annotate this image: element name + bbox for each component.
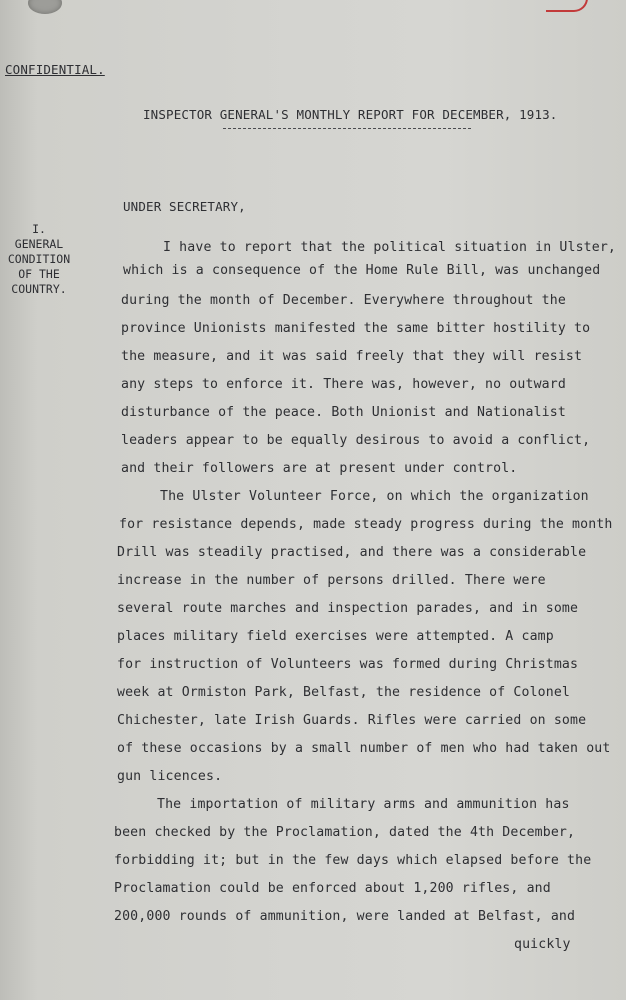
body-line: several route marches and inspection parades, and in some (117, 601, 579, 616)
margin-note-line: GENERAL (14, 237, 64, 251)
body-line: and their followers are at present under control. (121, 461, 518, 476)
body-line: been checked by the Proclamation, dated the 4th December, (114, 825, 576, 840)
body-line: province Unionists manifested the same bitter hostility to (121, 321, 591, 336)
body-line: places military field exercises were attempted. A camp (117, 629, 554, 644)
body-line: which is a consequence of the Home Rule Bill, was unchanged (123, 263, 601, 278)
catchword: quickly (514, 937, 571, 952)
body-line: 200,000 rounds of ammunition, were landed at Belfast, and (114, 909, 576, 924)
body-line: gun licences. (117, 769, 223, 784)
body-line: forbidding it; but in the few days which elapsed before the (114, 853, 592, 868)
body-line: of these occasions by a small number of men who had taken out (117, 741, 611, 756)
body-line: Drill was steadily practised, and there was a considerable (117, 545, 587, 560)
body-line: for instruction of Volunteers was formed during Christmas (117, 657, 579, 672)
body-line: I have to report that the political situation in Ulster, (163, 240, 617, 255)
body-line: leaders appear to be equally desirous to avoid a conflict, (121, 433, 591, 448)
salutation: UNDER SECRETARY, (123, 199, 246, 214)
body-line: the measure, and it was said freely that they will resist (121, 349, 583, 364)
body-line: disturbance of the peace. Both Unionist and Nationalist (121, 405, 566, 420)
section-number: I. (32, 222, 46, 236)
body-line: The importation of military arms and ammunition has (157, 797, 570, 812)
body-line: for resistance depends, made steady progress during the month (119, 517, 613, 532)
margin-note-line: OF THE (18, 267, 60, 281)
report-title: INSPECTOR GENERAL'S MONTHLY REPORT FOR DECEMBER, 1913. (143, 107, 558, 122)
body-line: Proclamation could be enforced about 1,200 rifles, and (114, 881, 551, 896)
margin-note-line: COUNTRY. (11, 282, 67, 296)
body-line: Chichester, late Irish Guards. Rifles were carried on some (117, 713, 587, 728)
body-line: any steps to enforce it. There was, however, no outward (121, 377, 566, 392)
classification-label: CONFIDENTIAL. (5, 62, 105, 77)
body-line: week at Ormiston Park, Belfast, the residence of Colonel (117, 685, 571, 700)
body-line: The Ulster Volunteer Force, on which the organization (160, 489, 589, 504)
body-line: during the month of December. Everywhere throughout the (121, 293, 566, 308)
body-line: increase in the number of persons drilled. There were (117, 573, 546, 588)
margin-note-line: CONDITION (7, 252, 71, 266)
